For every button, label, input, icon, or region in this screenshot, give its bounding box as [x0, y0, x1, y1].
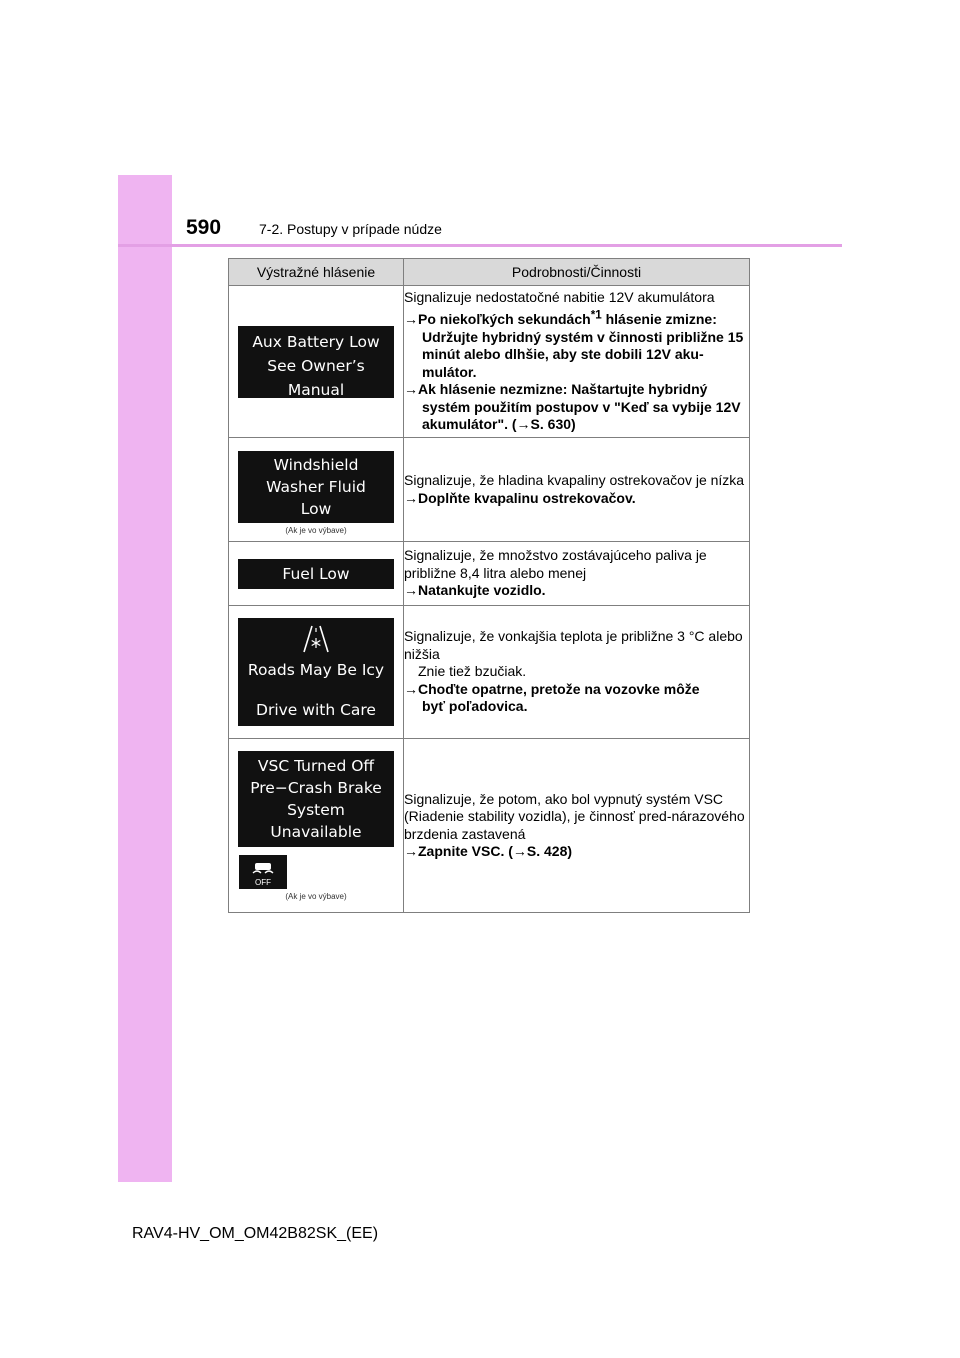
details-cell: [404, 438, 750, 542]
action-lead: Zapnite VSC. (: [418, 843, 513, 859]
display-line: Pre−Crash Brake: [250, 778, 382, 797]
arrow-right-icon: →: [404, 311, 418, 328]
display-line: Aux Battery Low: [252, 332, 380, 351]
description-text: Signalizuje, že hladina kvapaliny ostrekovačov je nízka: [404, 472, 745, 488]
display-line: Unavailable: [270, 822, 362, 841]
chapter-sidebar-tab: [118, 175, 172, 1182]
details-cell: [404, 542, 750, 606]
vsc-off-indicator: [239, 855, 287, 889]
warning-display-cell: [229, 739, 404, 913]
warning-display-cell: [229, 606, 404, 739]
document-code: RAV4-HV_OM_OM42B82SK_(EE): [132, 1225, 379, 1242]
display-line: Drive with Care: [256, 701, 376, 719]
display-line: Roads May Be Icy: [247, 661, 385, 679]
warning-display-cell: [229, 438, 404, 542]
icy-road-icon: [301, 624, 331, 654]
page-number: 590: [186, 216, 222, 239]
description-text: Signalizuje, že množstvo zostávajúceho paliva je približne 8,4 litra alebo menej: [404, 547, 707, 581]
column-header-warning: Výstražné hlásenie: [229, 259, 404, 286]
footnote-ref: *1: [590, 308, 602, 322]
vsc-off-display: [238, 751, 394, 847]
warning-display-cell: [229, 542, 404, 606]
description-text: Signalizuje nedostatočné nabitie 12V akumulátora: [404, 289, 715, 306]
availability-note: (Ak je vo výbave): [285, 525, 347, 535]
display-line: See Owner’s Manual: [267, 356, 365, 399]
washer-fluid-low-display: [238, 451, 394, 523]
header-divider: [118, 244, 842, 247]
action-rest: hlásenie zmizne:: [601, 311, 717, 328]
column-header-details: Podrobnosti/Činnosti: [404, 259, 750, 286]
table-row: [229, 542, 750, 606]
warning-display-cell: [229, 286, 404, 438]
indicator-label: OFF: [255, 877, 271, 887]
action-lead: Po niekoľkých sekundách: [418, 311, 591, 328]
table-header-row: [229, 259, 750, 286]
action-continuation: [404, 399, 749, 434]
fuel-low-display: [238, 559, 394, 589]
action-continuation: Udržujte hybridný systém v činnosti približne 15 minút alebo dlhšie, aby ste dobili 12V aku-mulátor.: [422, 328, 744, 380]
action-text: Natankujte vozidlo.: [418, 582, 546, 599]
page-reference[interactable]: S. 630): [530, 416, 576, 433]
action-text: [418, 843, 572, 859]
action-text: Ak hlásenie nezmizne: Naštartujte hybridný: [418, 381, 708, 398]
action-continuation: byť poľadovica.: [422, 698, 528, 715]
action-text: [418, 308, 717, 328]
display-line: System: [287, 800, 345, 819]
action-text: Choďte opatrne, pretože na vozovke môže: [418, 680, 700, 697]
page-reference[interactable]: S. 428): [526, 843, 573, 859]
section-title: 7-2. Postupy v prípade núdze: [259, 221, 442, 237]
availability-note: (Ak je vo výbave): [285, 891, 347, 901]
roads-icy-display: [238, 618, 394, 726]
arrow-right-icon: →: [516, 416, 531, 433]
arrow-right-icon: →: [512, 843, 527, 859]
details-cell: [404, 739, 750, 913]
extra-note: Znie tiež bzučiak.: [418, 663, 527, 680]
action-continuation-text: systém použitím postupov v "Keď sa vybije 12V akumulátor". (: [422, 398, 741, 433]
display-line: VSC Turned Off: [257, 756, 375, 775]
display-line: Washer Fluid: [266, 477, 366, 496]
arrow-right-icon: →: [404, 680, 418, 697]
arrow-right-icon: →: [404, 843, 418, 859]
warning-messages-table: [228, 258, 750, 913]
table-row: [229, 739, 750, 913]
details-cell: [404, 286, 750, 438]
table-row: [229, 438, 750, 542]
display-line: Windshield: [273, 455, 359, 474]
details-cell: [404, 606, 750, 739]
action-text: Doplňte kvapalinu ostrekovačov.: [418, 489, 636, 506]
arrow-right-icon: →: [404, 381, 418, 398]
table-row: [229, 606, 750, 739]
display-line: Fuel Low: [282, 564, 350, 583]
display-line: Low: [300, 499, 332, 518]
arrow-right-icon: →: [404, 489, 418, 506]
table-row: [229, 286, 750, 438]
arrow-right-icon: →: [404, 582, 418, 599]
description-text: Signalizuje, že potom, ako bol vypnutý systém VSC (Riadenie stability vozidla), je činnosť pred-nárazového brzdenia zastavená: [404, 790, 745, 842]
description-text: Signalizuje, že vonkajšia teplota je približne 3 °C alebo nižšia: [404, 628, 743, 662]
aux-battery-low-display: [238, 326, 394, 398]
